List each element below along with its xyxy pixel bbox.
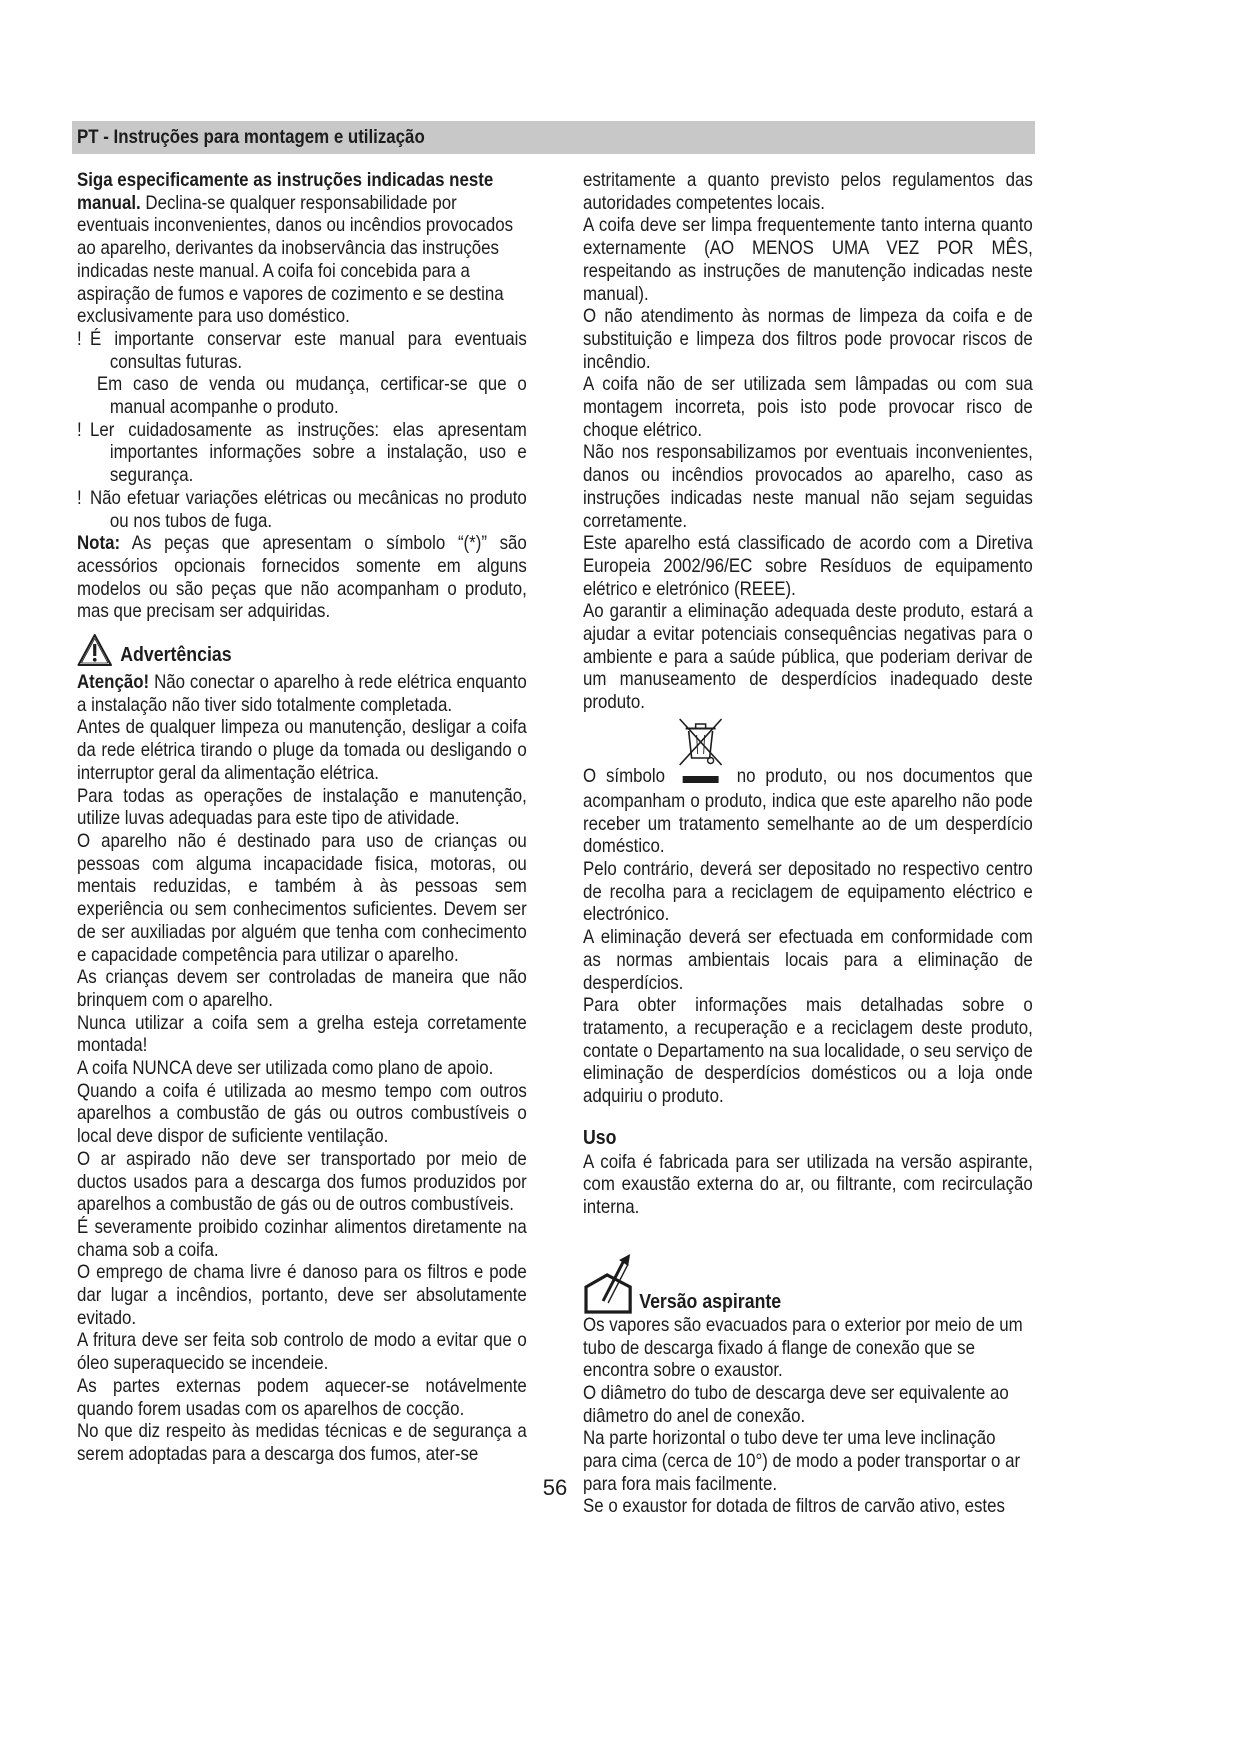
maintenance-paragraph: A coifa deve ser limpa frequentemente tanto interna quanto externamente (AO MENOS UMA VEZ POR MÊS, respeitando as instruções de manutenção indicadas neste manual). <box>583 214 1033 305</box>
note-marker: ! <box>77 486 82 509</box>
note-text: É importante conservar este manual para eventuais consultas futuras. <box>89 327 527 373</box>
attention-paragraph <box>77 671 527 716</box>
nota-paragraph <box>77 532 527 623</box>
crossed-out-bin-icon <box>675 714 727 790</box>
section-title: PT - Instruções para montagem e utilização <box>77 126 425 148</box>
versao-aspirante-heading <box>583 1254 1033 1314</box>
versao-aspirante-paragraph: Na parte horizontal o tubo deve ter uma leve inclinação para cima (cerca de 10°) de modo a poder transportar o ar para fora mais facilmente. <box>583 1427 1021 1495</box>
weee-directive-paragraph: Este aparelho está classificado de acordo com a Diretiva Europeia 2002/96/EC sobre Resíduos de equipamento elétrico e eletrónico (REEE). <box>583 532 1033 600</box>
note-text: Ler cuidadosamente as instruções: elas apresentam importantes informações sobre a instalação, uso e segurança. <box>89 418 527 487</box>
warnings-heading-text: Advertências <box>120 643 232 667</box>
note-item <box>77 419 527 487</box>
warning-paragraph: No que diz respeito às medidas técnicas e de segurança a serem adoptadas para a descarga dos fumos, ater-se <box>77 1420 527 1465</box>
warning-paragraph: A fritura deve ser feita sob controlo de modo a evitar que o óleo superaquecido se incendeie. <box>77 1329 527 1375</box>
nota-text: As peças que apresentam o símbolo “(*)” são acessórios opcionais fornecidos somente em alguns modelos ou são peças que não acompanham o produto, mas que precisam ser adquiridas. <box>77 532 527 623</box>
warning-paragraph: O ar aspirado não deve ser transportado por meio de ductos usados para a descarga dos fumos produzidos por aparelhos a combustão de gás ou de outros combustíveis. <box>77 1147 527 1216</box>
warning-paragraph: As partes externas podem aquecer-se notávelmente quando forem usadas com os aparelhos de cocção. <box>77 1374 527 1420</box>
page-number: 56 <box>542 1475 568 1500</box>
warning-paragraph: O emprego de chama livre é danoso para os filtros e pode dar lugar a incêndios, portanto, deve ser absolutamente evitado. <box>77 1261 527 1329</box>
house-duct-icon <box>583 1254 633 1314</box>
note-text: Em caso de venda ou mudança, certificar-se que o manual acompanhe o produto. <box>96 373 527 419</box>
intro-lead: Siga especificamente as instruções indicadas neste manual. <box>77 169 494 214</box>
attention-text: Não conectar o aparelho à rede elétrica enquanto a instalação não tiver sido totalmente completada. <box>77 671 527 716</box>
disposal-paragraph: A eliminação deverá ser efectuada em conformidade com as normas ambientais locais para a eliminação de desperdícios. <box>583 926 1033 994</box>
intro-text: Declina-se qualquer responsabilidade por eventuais inconvenientes, danos ou incêndios provocados ao aparelho, derivantes da inobservância das instruções indicadas neste manual. A coifa foi concebida para a aspiração de fumos e vapores de cozimento e se destina exclusivamente para uso doméstico. <box>77 191 514 328</box>
warning-paragraph: Nunca utilizar a coifa sem a grelha esteja corretamente montada! <box>77 1011 527 1057</box>
uso-paragraph: A coifa é fabricada para ser utilizada na versão aspirante, com exaustão externa do ar, ou filtrante, com recirculação interna. <box>583 1150 1033 1219</box>
right-column <box>583 169 1033 1518</box>
intro-paragraph <box>77 169 527 328</box>
nota-lead: Nota: <box>77 532 121 555</box>
warnings-heading <box>77 633 527 667</box>
versao-aspirante-paragraph: O diâmetro do tubo de descarga deve ser equivalente ao diâmetro do anel de conexão. <box>583 1381 1009 1427</box>
maintenance-paragraph: O não atendimento às normas de limpeza da coifa e de substituição e limpeza dos filtros pode provocar riscos de incêndio. <box>583 305 1033 373</box>
warning-triangle-icon <box>77 633 112 667</box>
section-header-bar <box>72 121 1035 154</box>
weee-text-after: no produto, ou nos documentos que acompanham o produto, indica que este aparelho não pode receber um tratamento semelhante ao de um desperdício doméstico. <box>583 764 1033 858</box>
warning-paragraph: A coifa NUNCA deve ser utilizada como plano de apoio. <box>77 1057 494 1080</box>
note-marker: ! <box>77 418 82 441</box>
warning-paragraph: Antes de qualquer limpeza ou manutenção, desligar a coifa da rede elétrica tirando o pluge da tomada ou desligando o interruptor geral da alimentação elétrica. <box>77 716 527 784</box>
warning-paragraph: O aparelho não é destinado para uso de crianças ou pessoas com alguma incapacidade fisica, motoras, ou mentais reduzidas, e também à às pessoas sem experiência ou sem conhecimentos suficientes. Devem ser de ser auxiliadas por alguém que tenha com conhecimento e capacidade competência para utilizar o aparelho. <box>77 829 527 966</box>
warning-paragraph: Para todas as operações de instalação e manutenção, utilize luvas adequadas para este tipo de atividade. <box>77 784 527 830</box>
note-item <box>77 487 527 532</box>
liability-paragraph: Não nos responsabilizamos por eventuais inconvenientes, danos ou incêndios provocados ao aparelho, caso as instruções indicadas neste manual não sejam seguidas corretamente. <box>583 441 1033 532</box>
disposal-paragraph: Ao garantir a eliminação adequada deste produto, estará a ajudar a evitar potenciais consequências negativas para o ambiente e para a saúde pública, que poderiam derivar de um manuseamento de desperdícios inadequado deste produto. <box>583 600 1033 714</box>
weee-symbol-paragraph <box>583 714 1033 858</box>
warning-paragraph: As crianças devem ser controladas de maneira que não brinquem com o aparelho. <box>77 966 527 1011</box>
continued-paragraph: estritamente a quanto previsto pelos regulamentos das autoridades competentes locais. <box>583 169 1033 214</box>
left-column <box>77 169 527 1466</box>
versao-aspirante-heading-text: Versão aspirante <box>639 1289 782 1313</box>
warning-paragraph: Quando a coifa é utilizada ao mesmo tempo com outros aparelhos a combustão de gás ou outros combustíveis o local deve dispor de suficiente ventilação. <box>77 1079 527 1148</box>
note-text: Não efetuar variações elétricas ou mecânicas no produto ou nos tubos de fuga. <box>89 486 527 532</box>
attention-lead: Atenção! <box>77 671 150 694</box>
weee-text-before: O símbolo <box>583 764 666 787</box>
warning-paragraph: É severamente proibido cozinhar alimentos diretamente na chama sob a coifa. <box>77 1215 527 1261</box>
note-marker: ! <box>77 327 82 350</box>
uso-heading: Uso <box>583 1125 617 1149</box>
versao-aspirante-paragraph: Se o exaustor for dotada de filtros de carvão ativo, estes <box>583 1495 1005 1518</box>
maintenance-paragraph: A coifa não de ser utilizada sem lâmpadas ou com sua montagem incorreta, pois isto pode provocar risco de choque elétrico. <box>583 373 1033 441</box>
versao-aspirante-paragraph: Os vapores são evacuados para o exterior por meio de um tubo de descarga fixado á flange de conexão que se encontra sobre o exaustor. <box>583 1313 1023 1382</box>
note-item <box>77 373 527 418</box>
disposal-paragraph: Pelo contrário, deverá ser depositado no respectivo centro de recolha para a reciclagem de equipamento eléctrico e electrónico. <box>583 857 1033 926</box>
disposal-paragraph: Para obter informações mais detalhadas sobre o tratamento, a recuperação e a reciclagem deste produto, contate o Departamento na sua localidade, o seu serviço de eliminação de desperdícios domésticos ou a loja onde adquiriu o produto. <box>583 994 1033 1108</box>
note-item <box>77 328 527 373</box>
